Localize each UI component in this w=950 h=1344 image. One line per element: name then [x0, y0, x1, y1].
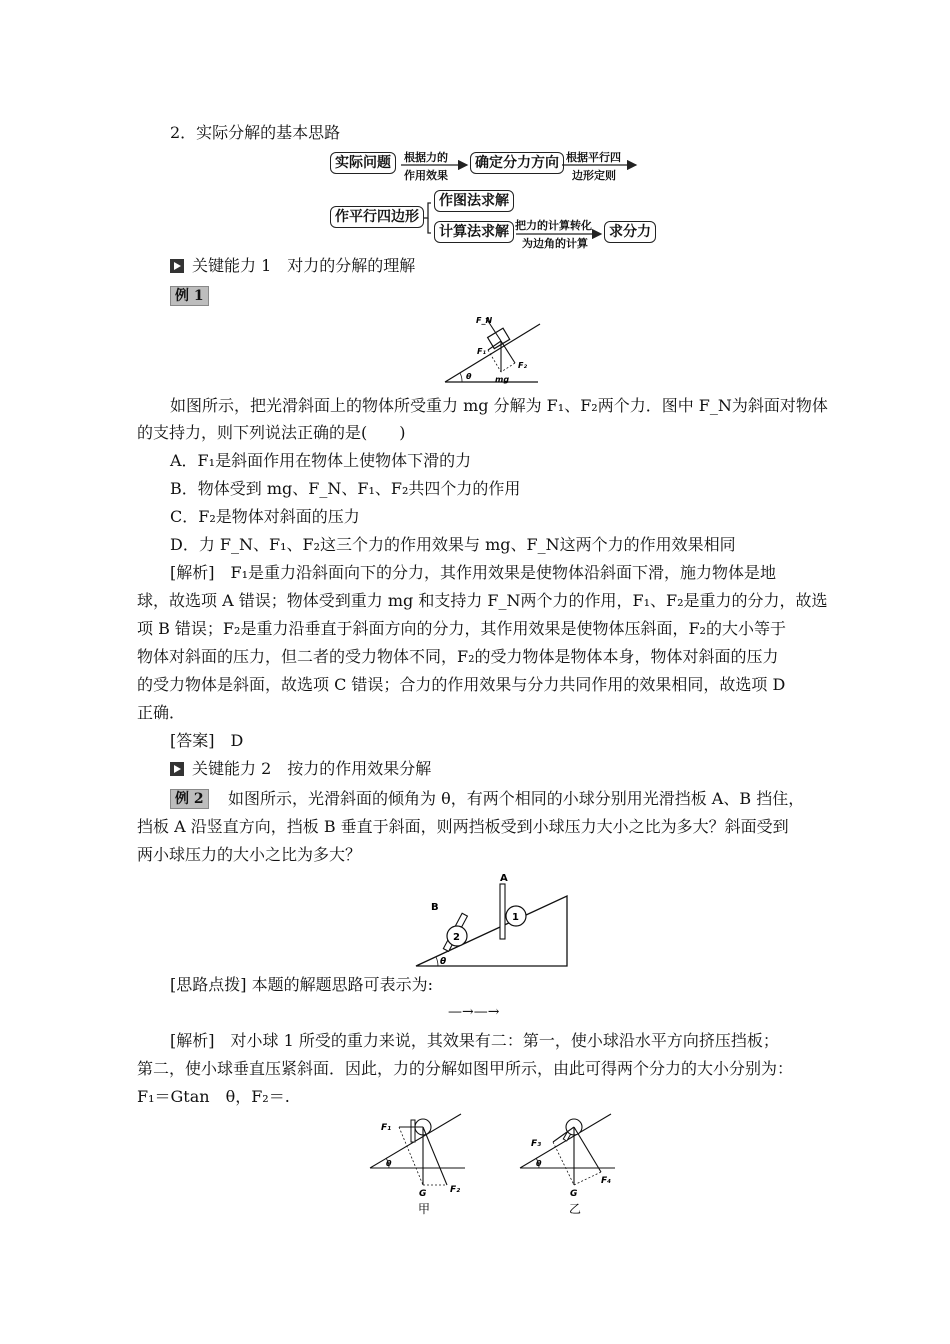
analysis-2-line-3: F₁＝Gtan θ，F₂＝. — [137, 1087, 290, 1106]
flow-label-rule-1: 根据平行四 — [566, 151, 621, 164]
analysis-2-line-1: [解析] 对小球 1 所受的重力来说，其效果有二：第一，使小球沿水平方向挤压挡板； — [170, 1031, 779, 1050]
analysis-1-line-5: 的受力物体是斜面，故选项 C 错误；合力的作用效果与分力共同作用的效果相同，故选项 D — [137, 675, 786, 694]
example-2-stem-2: 挡板 A 沿竖直方向，挡板 B 垂直于斜面，则两挡板受到小球压力大小之比为多大？斜面受到 — [137, 817, 789, 836]
example-2-stem-1: 如图所示，光滑斜面的倾角为 θ，有两个相同的小球分别用光滑挡板 A、B 挡住， — [228, 789, 805, 808]
label-g: G — [419, 1189, 427, 1199]
analysis-2-line-2: 第二，使小球垂直压紧斜面．因此，力的分解如图甲所示，由此可得两个分力的大小分别为： — [137, 1059, 794, 1078]
flow-box-result: 求分力 — [604, 221, 656, 243]
option-b: B．物体受到 mg、F_N、F₁、F₂共四个力的作用 — [170, 479, 521, 498]
label-f4: F₄ — [601, 1176, 612, 1186]
label-theta: θ — [386, 1159, 392, 1168]
flow-label-effect-2: 作用效果 — [404, 169, 448, 182]
analysis-1-line-2: 球，故选项 A 错误；物体受到重力 mg 和支持力 F_N两个力的作用，F₁、F₂是重力的分力，故选 — [137, 591, 828, 610]
analysis-1-line-3: 项 B 错误；F₂是重力沿垂直于斜面方向的分力，其作用效果是使物体压斜面，F₂的大小等于 — [137, 619, 786, 638]
caption-jia: 甲 — [418, 1202, 431, 1215]
label-theta: θ — [536, 1159, 542, 1168]
label-theta: θ — [440, 957, 447, 967]
label-b: B — [431, 902, 439, 913]
label-g: G — [570, 1189, 578, 1199]
flow-branch-bottom — [428, 218, 431, 233]
label-theta: θ — [466, 372, 472, 381]
flow-branch-top — [424, 203, 431, 218]
analysis-1-line-1: [解析] F₁是重力沿斜面向下的分力，其作用效果是使物体沿斜面下滑，施力物体是地 — [170, 563, 777, 582]
figure-yi — [515, 1110, 625, 1215]
ability-1-title: 关键能力 1 对力的分解的理解 — [192, 256, 416, 275]
label-f2: F₂ — [518, 361, 527, 370]
hint-text: [思路点拨] 本题的解题思路可表示为: — [170, 975, 433, 994]
analysis-1-line-6: 正确． — [137, 703, 186, 722]
label-f1: F₁ — [381, 1123, 392, 1133]
two-balls-incline-figure — [410, 870, 580, 970]
answer-1: [答案] D — [170, 731, 244, 750]
option-c: C．F₂是物体对斜面的压力 — [170, 507, 360, 526]
caption-yi: 乙 — [569, 1202, 582, 1215]
figure-jia — [365, 1110, 475, 1215]
play-marker-icon — [170, 762, 184, 776]
ability-2-title: 关键能力 2 按力的作用效果分解 — [192, 759, 432, 778]
label-fn: F_N — [476, 316, 493, 325]
label-ball-2: 2 — [453, 932, 460, 943]
flow-box-determine: 确定分力方向 — [470, 152, 564, 174]
flow-label-convert-1: 把力的计算转化 — [515, 219, 592, 232]
section-title: 2．实际分解的基本思路 — [170, 123, 341, 142]
flow-box-calc: 计算法求解 — [434, 221, 514, 243]
flow-box-parallelogram: 作平行四边形 — [330, 206, 424, 228]
option-d: D．力 F_N、F₁、F₂这三个力的作用效果与 mg、F_N这两个力的作用效果相同 — [170, 535, 736, 554]
flow-arrows — [0, 0, 950, 260]
flow-label-rule-2: 边形定则 — [572, 169, 616, 182]
label-ball-1: 1 — [512, 912, 519, 923]
analysis-1-line-4: 物体对斜面的压力，但二者的受力物体不同，F₂的受力物体是物体本身，物体对斜面的压力 — [137, 647, 779, 666]
flow-label-convert-2: 为边角的计算 — [522, 237, 588, 250]
flow-box-graphic: 作图法求解 — [434, 190, 514, 212]
example-1-stem-2: 的支持力，则下列说法正确的是( ) — [137, 423, 406, 442]
example-2-stem-3: 两小球压力的大小之比为多大？ — [137, 845, 362, 864]
label-a: A — [500, 873, 508, 884]
label-f1: F₁ — [477, 347, 486, 356]
example-2-badge: 例 2 — [170, 789, 209, 809]
incline-force-figure — [440, 306, 550, 388]
label-f3: F₃ — [531, 1139, 542, 1149]
flow-box-actual: 实际问题 — [330, 152, 396, 174]
hint-arrows: —→—→ — [448, 1004, 500, 1020]
example-1-badge: 例 1 — [170, 286, 209, 306]
play-marker-icon — [170, 259, 184, 273]
label-mg: mg — [495, 375, 510, 384]
flow-label-effect-1: 根据力的 — [404, 151, 448, 164]
label-f2: F₂ — [450, 1185, 461, 1195]
option-a: A．F₁是斜面作用在物体上使物体下滑的力 — [170, 451, 472, 470]
example-1-stem-1: 如图所示，把光滑斜面上的物体所受重力 mg 分解为 F₁、F₂两个力．图中 F_N为斜面对物体 — [170, 396, 828, 415]
